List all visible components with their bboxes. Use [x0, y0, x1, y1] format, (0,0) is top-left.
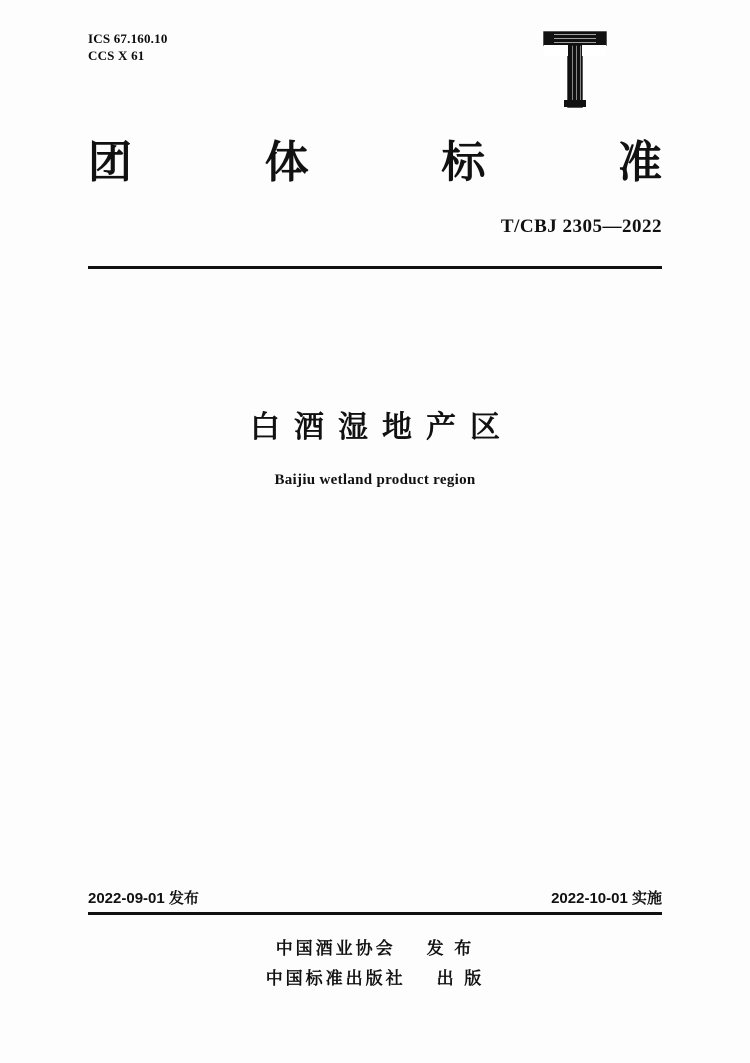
header-divider [88, 266, 662, 269]
title-char-2: 体 [264, 138, 309, 187]
effective-date: 2022-10-01 实施 [551, 890, 662, 907]
standard-logo-t-icon [520, 22, 630, 122]
publisher-block [0, 934, 750, 994]
issue-date: 2022-09-01 发布 [88, 890, 199, 907]
document-title-english: Baijiu wetland product region [274, 472, 476, 488]
ics-code: ICS 67.160.10 [88, 31, 168, 46]
publisher-press: 中国标准出版社 出 版 [265, 969, 485, 988]
ics-classification-block [88, 30, 168, 64]
footer-divider [88, 912, 662, 915]
title-char-4: 准 [617, 138, 662, 187]
document-title-chinese: 白酒湿地产区 [250, 411, 514, 444]
title-char-1: 团 [88, 138, 132, 187]
standard-number: T/CBJ 2305—2022 [500, 216, 662, 237]
title-char-3: 标 [441, 138, 486, 187]
ccs-code: CCS X 61 [88, 48, 145, 63]
page-title [88, 135, 662, 191]
publisher-association: 中国酒业协会 发 布 [275, 939, 475, 958]
